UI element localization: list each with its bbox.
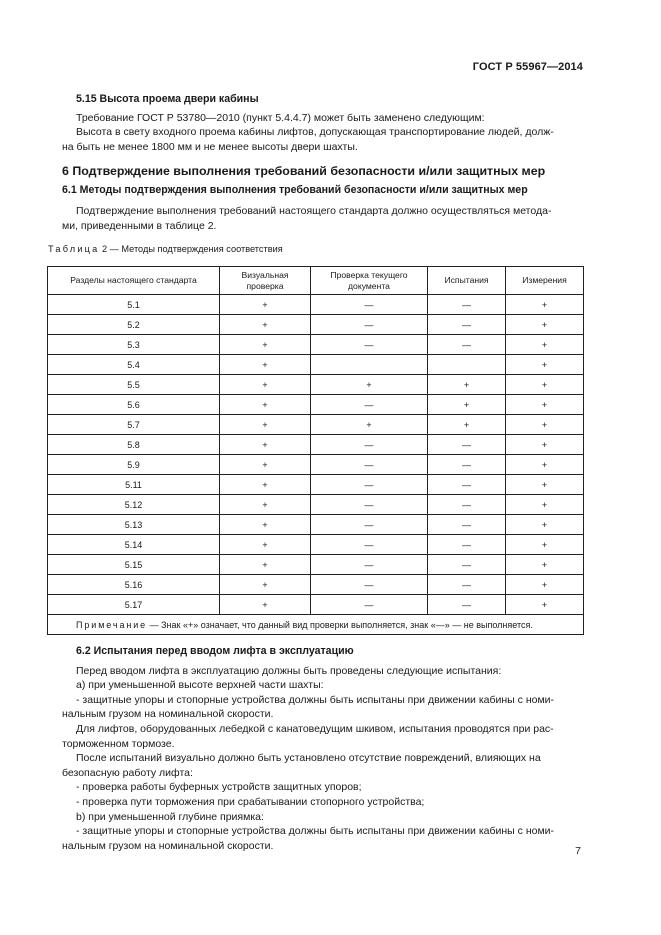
table-row (48, 595, 584, 615)
cell-section: 5.7 (48, 415, 220, 435)
cell-visual-check: + (220, 415, 311, 435)
cell-tests: + (428, 395, 506, 415)
document-code: ГОСТ Р 55967—2014 (472, 61, 583, 73)
section-6-1-heading: 6.1 Методы подтверждения выполнения требований безопасности и/или защитных мер (62, 183, 528, 196)
cell-document-check: — (311, 495, 428, 515)
cell-tests: — (428, 455, 506, 475)
methods-table (47, 266, 584, 635)
section-6-2-line: Перед вводом лифта в эксплуатацию должны быть проведены следующие испытания: (76, 664, 502, 677)
cell-tests: — (428, 595, 506, 615)
cell-measurements: + (506, 475, 584, 495)
cell-section: 5.12 (48, 495, 220, 515)
section-6 (62, 164, 592, 233)
table-note: Примечание — Знак «+» означает, что данный вид проверки выполняется, знак «—» — не выполняется. (48, 615, 584, 635)
cell-measurements: + (506, 335, 584, 355)
cell-section: 5.13 (48, 515, 220, 535)
cell-visual-check: + (220, 375, 311, 395)
cell-visual-check: + (220, 335, 311, 355)
cell-visual-check: + (220, 455, 311, 475)
table-header-row (48, 267, 584, 295)
cell-document-check: — (311, 555, 428, 575)
cell-tests: — (428, 315, 506, 335)
cell-visual-check: + (220, 535, 311, 555)
table-caption-prefix: Таблица (48, 244, 100, 254)
cell-tests: — (428, 475, 506, 495)
cell-document-check: — (311, 315, 428, 335)
cell-section: 5.9 (48, 455, 220, 475)
cell-visual-check: + (220, 515, 311, 535)
section-6-1-line: ми, приведенными в таблице 2. (62, 219, 217, 232)
table-note-row (48, 615, 584, 635)
cell-visual-check: + (220, 595, 311, 615)
cell-tests: — (428, 335, 506, 355)
table-row (48, 355, 584, 375)
section-6-2-line: - проверка работы буферных устройств защитных упоров; (76, 781, 362, 794)
table-caption (48, 244, 283, 254)
section-6-2-line: безопасную работу лифта: (62, 766, 193, 779)
cell-document-check: — (311, 295, 428, 315)
cell-visual-check: + (220, 435, 311, 455)
section-6-2-line: торможенном тормозе. (62, 737, 175, 750)
section-6-2-line: нальным грузом на номинальной скорости. (62, 839, 274, 852)
cell-tests: — (428, 535, 506, 555)
section-6-2-line: b) при уменьшенной глубине приямка: (76, 810, 264, 823)
cell-measurements: + (506, 595, 584, 615)
cell-measurements: + (506, 515, 584, 535)
cell-section: 5.5 (48, 375, 220, 395)
cell-measurements: + (506, 375, 584, 395)
section-6-2-line: - проверка пути торможения при срабатывании стопорного устройства; (76, 795, 425, 808)
section-6-1-line: Подтверждение выполнения требований настоящего стандарта должно осуществляться метода- (76, 205, 552, 218)
table-row (48, 575, 584, 595)
cell-tests: — (428, 495, 506, 515)
cell-tests: — (428, 435, 506, 455)
cell-document-check: — (311, 575, 428, 595)
cell-measurements: + (506, 435, 584, 455)
cell-measurements: + (506, 555, 584, 575)
cell-measurements: + (506, 395, 584, 415)
cell-visual-check: + (220, 395, 311, 415)
cell-document-check: — (311, 595, 428, 615)
cell-section: 5.4 (48, 355, 220, 375)
cell-visual-check: + (220, 295, 311, 315)
table-row (48, 315, 584, 335)
header-document-check: Проверка текущего документа (311, 267, 428, 295)
section-6-2-line: - защитные упоры и стопорные устройства должны быть испытаны при движении кабины с номи- (76, 693, 555, 706)
cell-visual-check: + (220, 355, 311, 375)
table-row (48, 295, 584, 315)
table-row (48, 415, 584, 435)
cell-measurements: + (506, 575, 584, 595)
cell-section: 5.2 (48, 315, 220, 335)
table-row (48, 335, 584, 355)
cell-section: 5.11 (48, 475, 220, 495)
cell-document-check (311, 355, 428, 375)
cell-tests (428, 355, 506, 375)
section-5-15-line: Высота в свету входного проема кабины лифтов, допускающая транспортирование людей, долж- (76, 126, 554, 139)
cell-measurements: + (506, 295, 584, 315)
cell-section: 5.16 (48, 575, 220, 595)
table-row (48, 475, 584, 495)
table-row (48, 395, 584, 415)
cell-document-check: + (311, 415, 428, 435)
section-6-2-line: а) при уменьшенной высоте верхней части шахты: (76, 679, 324, 692)
section-6-2 (62, 644, 592, 853)
header-tests: Испытания (428, 267, 506, 295)
cell-document-check: + (311, 375, 428, 395)
table-row (48, 515, 584, 535)
section-5-15 (62, 92, 582, 154)
cell-measurements: + (506, 355, 584, 375)
cell-section: 5.15 (48, 555, 220, 575)
cell-measurements: + (506, 315, 584, 335)
section-6-heading: 6 Подтверждение выполнения требований безопасности и/или защитных мер (62, 164, 546, 178)
cell-document-check: — (311, 475, 428, 495)
cell-measurements: + (506, 535, 584, 555)
cell-tests: + (428, 375, 506, 395)
cell-visual-check: + (220, 575, 311, 595)
section-6-2-line: После испытаний визуально должно быть установлено отсутствие повреждений, влияющих на (76, 752, 541, 765)
section-5-15-line: Требование ГОСТ Р 53780—2010 (пункт 5.4.4.7) может быть заменено следующим: (76, 111, 485, 124)
cell-visual-check: + (220, 315, 311, 335)
table-row (48, 555, 584, 575)
table-row (48, 375, 584, 395)
cell-tests: — (428, 575, 506, 595)
section-6-2-line: Для лифтов, оборудованных лебедкой с канатоведущим шкивом, испытания проводятся при рас- (76, 722, 554, 735)
cell-tests: — (428, 295, 506, 315)
cell-measurements: + (506, 415, 584, 435)
cell-section: 5.8 (48, 435, 220, 455)
section-5-15-line: на быть не менее 1800 мм и не менее высоты двери шахты. (62, 140, 358, 153)
cell-document-check: — (311, 455, 428, 475)
cell-tests: — (428, 555, 506, 575)
cell-measurements: + (506, 495, 584, 515)
cell-tests: + (428, 415, 506, 435)
table-row (48, 455, 584, 475)
page-number: 7 (575, 845, 581, 857)
cell-visual-check: + (220, 475, 311, 495)
section-6-2-line: - защитные упоры и стопорные устройства должны быть испытаны при движении кабины с номи- (76, 825, 555, 838)
table-row (48, 535, 584, 555)
table-row (48, 435, 584, 455)
table-row (48, 495, 584, 515)
section-5-15-heading: 5.15 Высота проема двери кабины (76, 93, 259, 105)
section-6-2-heading: 6.2 Испытания перед вводом лифта в эксплуатацию (76, 645, 354, 657)
cell-section: 5.3 (48, 335, 220, 355)
header-measurements: Измерения (506, 267, 584, 295)
cell-document-check: — (311, 535, 428, 555)
cell-section: 5.6 (48, 395, 220, 415)
header-visual-check: Визуальная проверка (220, 267, 311, 295)
cell-tests: — (428, 515, 506, 535)
cell-visual-check: + (220, 555, 311, 575)
section-6-2-line: нальным грузом на номинальной скорости. (62, 708, 274, 721)
cell-measurements: + (506, 455, 584, 475)
cell-document-check: — (311, 435, 428, 455)
header-sections: Разделы настоящего стандарта (48, 267, 220, 295)
cell-section: 5.17 (48, 595, 220, 615)
cell-document-check: — (311, 395, 428, 415)
cell-document-check: — (311, 335, 428, 355)
table-caption-text: 2 — Методы подтверждения соответствия (99, 244, 283, 254)
cell-visual-check: + (220, 495, 311, 515)
cell-section: 5.1 (48, 295, 220, 315)
cell-section: 5.14 (48, 535, 220, 555)
cell-document-check: — (311, 515, 428, 535)
